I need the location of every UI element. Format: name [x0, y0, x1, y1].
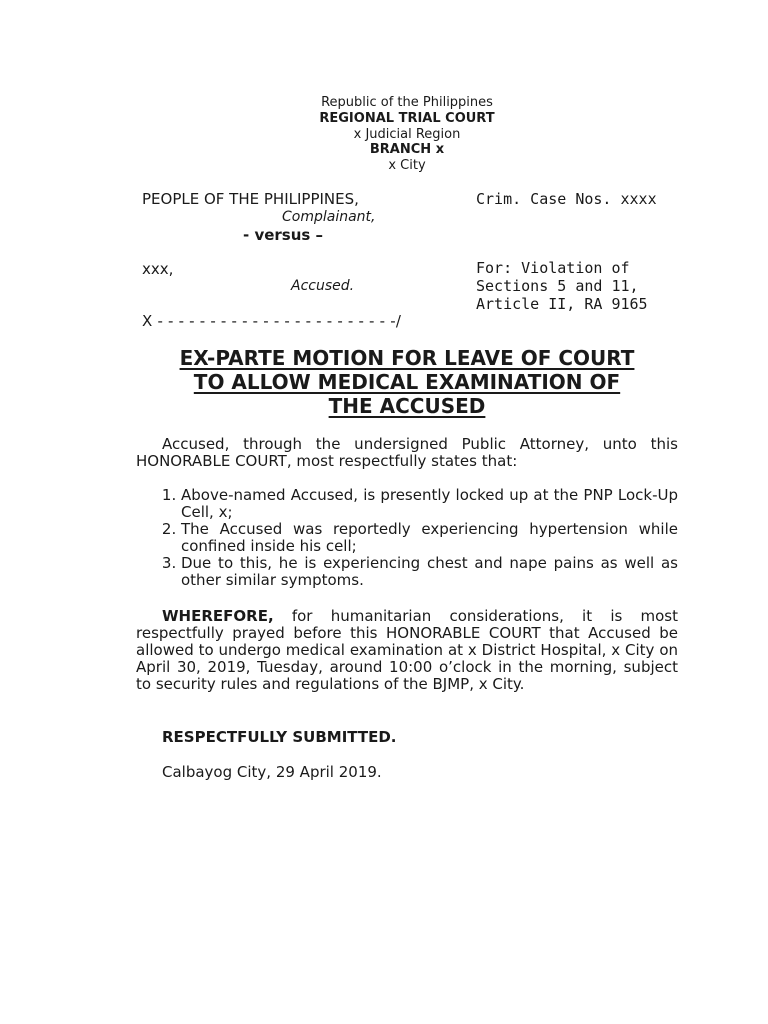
case-for-line2: Sections 5 and 11,: [476, 277, 639, 295]
date-line: Calbayog City, 29 April 2019.: [162, 763, 382, 781]
caption-accused: xxx,: [142, 260, 174, 278]
closing-statement: RESPECTFULLY SUBMITTED.: [162, 728, 397, 746]
case-for-line3: Article II, RA 9165: [476, 295, 648, 313]
caption-separator: X - - - - - - - - - - - - - - - - - - - - - - -/: [142, 312, 402, 330]
caption-plaintiff: PEOPLE OF THE PHILIPPINES,: [142, 190, 359, 208]
title-line1: EX-PARTE MOTION FOR LEAVE OF COURT: [179, 346, 635, 370]
list-item: 2. The Accused was reportedly experiencing hypertension while confined inside his cell;: [181, 521, 678, 555]
case-for-label: For:: [476, 259, 513, 277]
caption-plaintiff-role: Complainant,: [282, 209, 376, 225]
motion-title: [136, 346, 678, 418]
caption-accused-role: Accused.: [291, 278, 355, 294]
prayer-text: for humanitarian considerations, it is most respectfully prayed before this HONORABLE COURT that Accused be allowed to undergo medical examination at x District Hospital, x City on April 30, 2019, Tuesday, around 10:00 o’clock in the morning, subject to security rules and regulations of the BJMP, x City.: [136, 607, 678, 693]
header-region: x Judicial Region: [353, 127, 461, 142]
caption-versus: - versus –: [243, 226, 324, 244]
title-line3: THE ACCUSED: [328, 394, 486, 418]
prayer-lead: WHEREFORE,: [162, 607, 274, 625]
intro-paragraph: Accused, through the undersigned Public Attorney, unto this HONORABLE COURT, most respectfully states that:: [136, 435, 678, 470]
header-court: REGIONAL TRIAL COURT: [319, 111, 495, 126]
list-item: 1. Above-named Accused, is presently locked up at the PNP Lock-Up Cell, x;: [181, 487, 678, 521]
case-for-text1: Violation of: [521, 259, 630, 277]
prayer-paragraph: [136, 608, 678, 693]
list-item: 3. Due to this, he is experiencing chest and nape pains as well as other similar symptoms.: [181, 555, 678, 589]
case-for-line1: [476, 259, 630, 277]
header-republic: Republic of the Philippines: [321, 95, 493, 110]
case-number: Crim. Case Nos. xxxx: [476, 190, 657, 208]
header-branch: BRANCH x: [369, 142, 445, 157]
title-line2: TO ALLOW MEDICAL EXAMINATION OF: [193, 370, 621, 394]
allegations-list: [136, 487, 678, 589]
header-city: x City: [388, 158, 426, 173]
